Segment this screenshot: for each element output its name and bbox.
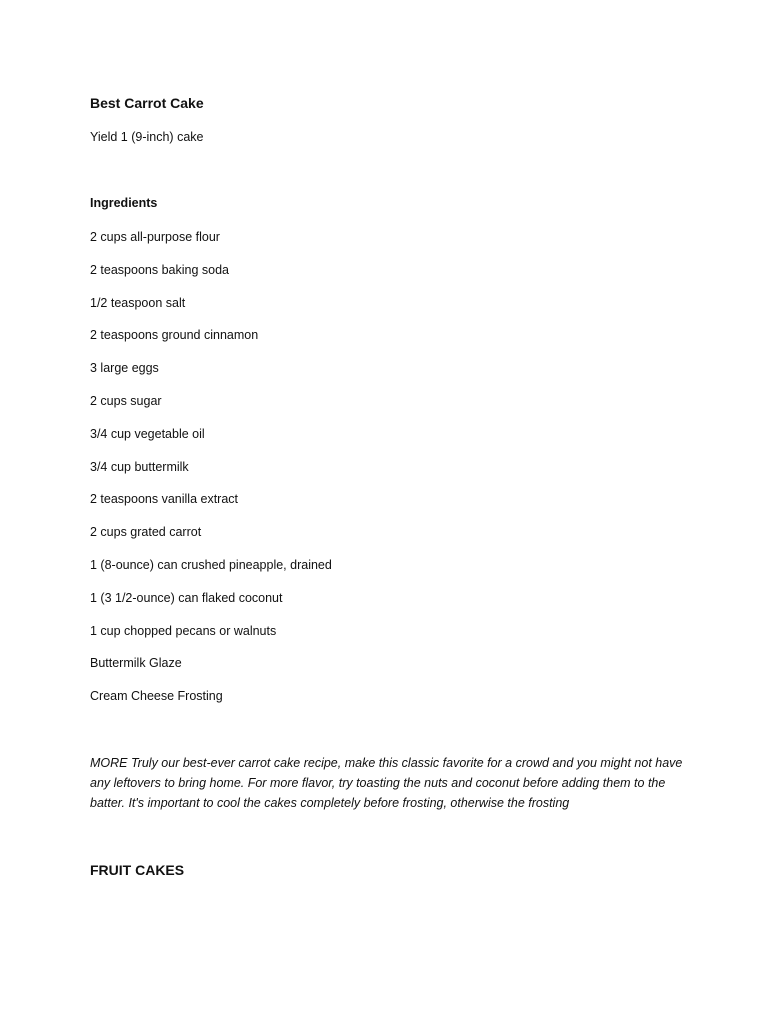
ingredient-item: 2 cups all-purpose flour [90, 230, 220, 244]
recipe-note: MORE Truly our best-ever carrot cake recipe, make this classic favorite for a crowd and you might not have any leftovers to bring home. For more flavor, try toasting the nuts and coconut before adding them to the batter. It's important to cool the cakes completely before frosting, otherwise the frosting [90, 756, 683, 810]
ingredient-item: 2 teaspoons ground cinnamon [90, 328, 259, 343]
ingredient-item: 2 cups sugar [90, 393, 162, 408]
ingredients-list [90, 229, 332, 721]
ingredient-item: 1 (8-ounce) can crushed pineapple, drained [90, 557, 332, 572]
ingredients-heading: Ingredients [90, 196, 158, 210]
ingredient-item: 2 teaspoons baking soda [90, 262, 229, 277]
ingredient-item: 1/2 teaspoon salt [90, 295, 186, 310]
ingredient-item: 2 cups grated carrot [90, 525, 202, 540]
ingredient-item: Cream Cheese Frosting [90, 689, 223, 704]
ingredient-item: 3 large eggs [90, 361, 159, 376]
ingredient-item: 2 teaspoons vanilla extract [90, 492, 239, 507]
ingredient-item: 3/4 cup vegetable oil [90, 426, 205, 441]
recipe-yield: Yield 1 (9-inch) cake [90, 130, 204, 144]
recipe-title: Best Carrot Cake [90, 95, 204, 111]
ingredient-item: 1 cup chopped pecans or walnuts [90, 623, 277, 638]
ingredient-item: Buttermilk Glaze [90, 656, 182, 671]
ingredient-item: 3/4 cup buttermilk [90, 459, 189, 474]
ingredient-item: 1 (3 1/2-ounce) can flaked coconut [90, 590, 283, 605]
section-heading-fruit-cakes: FRUIT CAKES [90, 862, 185, 878]
